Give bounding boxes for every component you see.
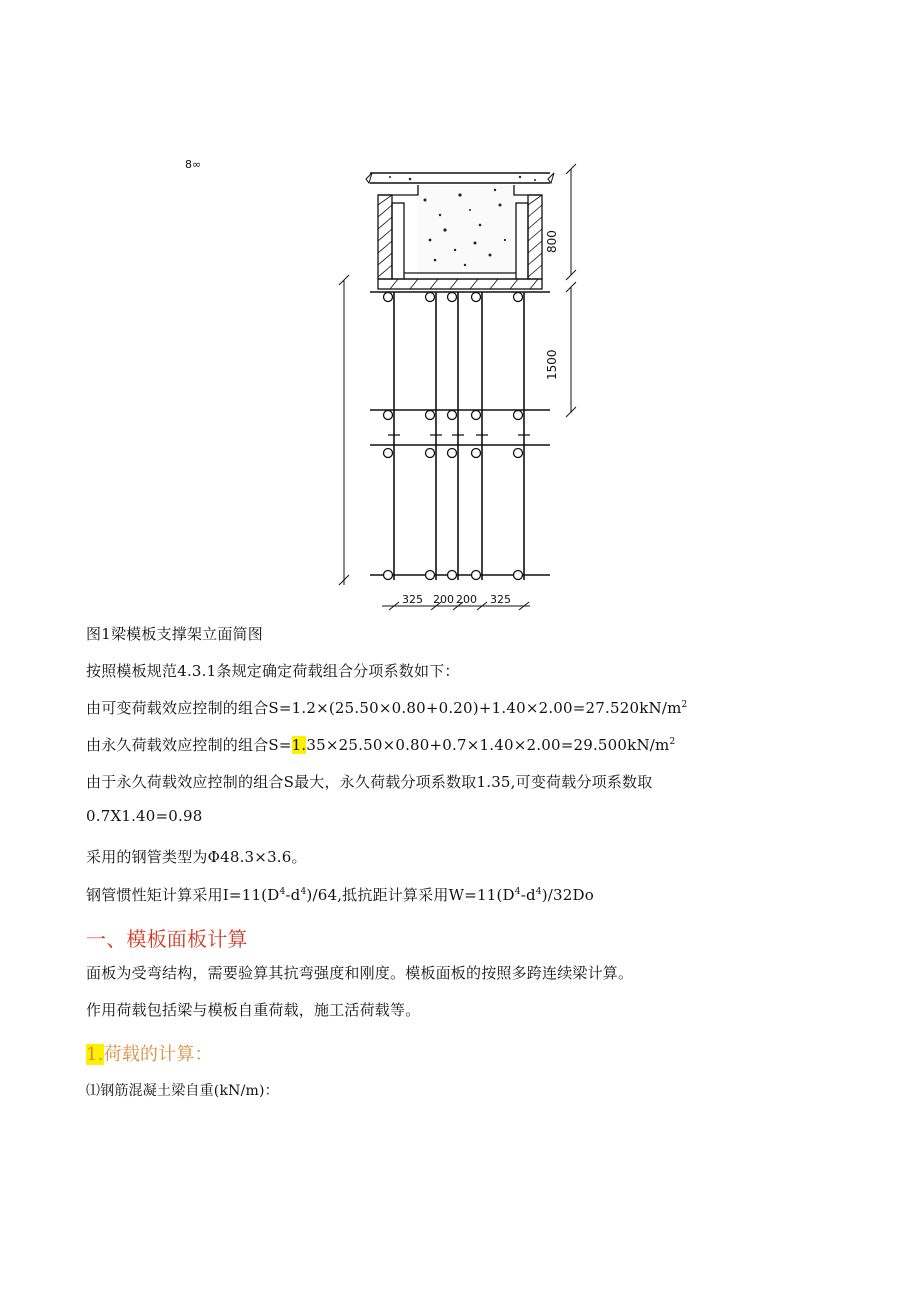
text-span: 钢管惯性矩计算采用I=11(D (86, 886, 280, 904)
text-line-1: 按照模板规范4.3.1条规定确定荷载组合分项系数如下： (86, 662, 460, 680)
superscript: 4 (535, 887, 542, 897)
text-span: 35×25.50×0.80+0.7×1.40×2.00=29.500kN/m (306, 736, 670, 754)
figure-corner-note: 8∞ (185, 158, 202, 171)
list-item-beam-self-weight: ⑴钢筋混凝土梁自重(kN/m)： (86, 1083, 279, 1099)
left-dimension-line (339, 275, 349, 585)
superscript: 4 (300, 887, 307, 897)
text-line-4: 由于永久荷载效应控制的组合S最大，永久荷载分项系数取1.35,可变荷载分项系数取 (86, 773, 653, 791)
paragraph-loads: 作用荷载包括梁与模板自重荷载，施工活荷载等。 (86, 1001, 421, 1019)
superscript: 4 (514, 887, 521, 897)
subsection-title: 荷载的计算： (103, 1044, 213, 1065)
dim-middle-label: 1500 (545, 349, 559, 380)
concrete-slab (366, 173, 554, 273)
dim-top-label: 800 (545, 230, 559, 253)
beam-formwork-support-diagram (330, 155, 580, 615)
text-span: -d (285, 886, 301, 904)
highlighted-text: 1. (291, 736, 307, 754)
text-line-pipe-type: 采用的钢管类型为Φ48.3×3.6。 (86, 848, 307, 866)
subsection-heading-load-calc (86, 1040, 213, 1066)
figure-caption: 图1梁模板支撑架立面简图 (86, 625, 263, 643)
pipe-clamps (384, 293, 523, 580)
text-line-5: 0.7X1.40=0.98 (86, 807, 203, 825)
text-span: 由可变荷载效应控制的组合S=1.2×(25.50×0.80+0.20)+1.40×2.00=27.520kN/m (86, 699, 682, 717)
text-span: )/64,抵抗距计算采用W=11(D (306, 886, 515, 904)
dim-bottom-1: 325 (402, 593, 423, 606)
text-line-inertia (86, 884, 594, 905)
right-dimension-lines (566, 164, 576, 417)
section-heading-formwork-panel: 一、模板面板计算 (86, 927, 248, 951)
dim-bottom-3: 200 (456, 593, 477, 606)
superscript: 4 (279, 887, 286, 897)
text-line-permanent-load (86, 734, 675, 755)
dim-bottom-2: 200 (433, 593, 454, 606)
text-line-variable-load (86, 697, 687, 718)
text-span: 由永久荷载效应控制的组合S= (86, 736, 292, 754)
text-span: -d (520, 886, 536, 904)
paragraph-panel-structure: 面板为受弯结构，需要验算其抗弯强度和刚度。模板面板的按照多跨连续梁计算。 (86, 964, 634, 982)
subsection-number: 1. (86, 1044, 104, 1065)
superscript: 2 (681, 700, 688, 710)
superscript: 2 (669, 737, 676, 747)
vertical-poles (388, 292, 530, 580)
dim-bottom-4: 325 (490, 593, 511, 606)
horizontal-ledgers (370, 292, 550, 575)
text-span: )/32Do (541, 886, 594, 904)
